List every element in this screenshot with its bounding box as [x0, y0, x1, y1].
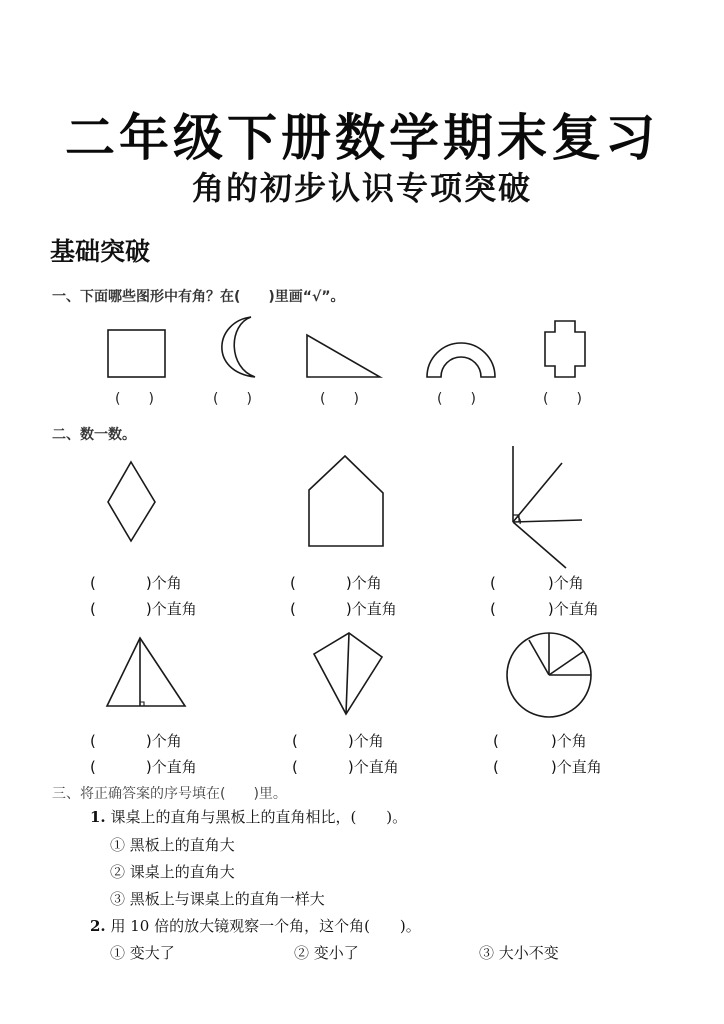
rectangle-shape: [108, 330, 165, 377]
q3-q1-option-3[interactable]: ③ 黑板上与课桌上的直角一样大: [110, 890, 325, 908]
q3-q2-option-3[interactable]: ③ 大小不变: [479, 944, 559, 962]
fig1-right-angle-count[interactable]: ( )个直角: [90, 600, 197, 618]
arch-shape: [427, 343, 495, 377]
q1-heading: 一、下面哪些图形中有角？在( )里画“√”。: [52, 289, 345, 305]
circle-sectors-shape: [507, 633, 591, 717]
q3-q1-option-2[interactable]: ② 课桌上的直角大: [110, 863, 235, 881]
q3-q1-option-1[interactable]: ① 黑板上的直角大: [110, 836, 235, 854]
fig5-angle-count[interactable]: ( )个角: [292, 732, 384, 750]
q1-answer-blank-4[interactable]: ( ): [437, 391, 476, 407]
fig5-right-angle-count[interactable]: ( )个直角: [292, 758, 399, 776]
fig4-angle-count[interactable]: ( )个角: [90, 732, 182, 750]
q1-answer-blank-3[interactable]: ( ): [320, 391, 359, 407]
fig3-angle-count[interactable]: ( )个角: [490, 574, 584, 592]
page-subtitle: 角的初步认识专项突破: [191, 169, 532, 207]
cross-shape: [545, 321, 585, 377]
q3-q2-option-1[interactable]: ① 变大了: [110, 944, 175, 962]
page-title: 二年级下册数学期末复习: [65, 108, 659, 167]
q1-answer-blank-2[interactable]: ( ): [213, 391, 252, 407]
q3-question-1: 1. 课桌上的直角与黑板上的直角相比，( )。: [90, 808, 408, 826]
fig3-right-angle-count[interactable]: ( )个直角: [490, 600, 599, 618]
rays-shape: [513, 446, 582, 568]
q3-question-2: 2. 用 10 倍的放大镜观察一个角，这个角( )。: [90, 917, 421, 935]
triangle-altitude-shape: [107, 638, 185, 706]
house-shape: [309, 456, 383, 546]
fig2-angle-count[interactable]: ( )个角: [290, 574, 382, 592]
crescent-shape: [222, 317, 255, 377]
kite-shape: [314, 633, 382, 714]
fig4-right-angle-count[interactable]: ( )个直角: [90, 758, 197, 776]
q1-answer-blank-1[interactable]: ( ): [115, 391, 154, 407]
q2-heading: 二、数一数。: [52, 427, 136, 443]
fig2-right-angle-count[interactable]: ( )个直角: [290, 600, 397, 618]
q1-answer-blank-5[interactable]: ( ): [543, 391, 582, 407]
fig6-right-angle-count[interactable]: ( )个直角: [493, 758, 602, 776]
diamond-shape: [108, 462, 155, 541]
q3-heading: 三、将正确答案的序号填在( )里。: [52, 786, 287, 802]
q3-q2-option-2[interactable]: ② 变小了: [294, 944, 359, 962]
fig1-angle-count[interactable]: ( )个角: [90, 574, 182, 592]
section-title: 基础突破: [50, 237, 151, 266]
right-triangle-shape: [307, 335, 380, 377]
fig6-angle-count[interactable]: ( )个角: [493, 732, 587, 750]
